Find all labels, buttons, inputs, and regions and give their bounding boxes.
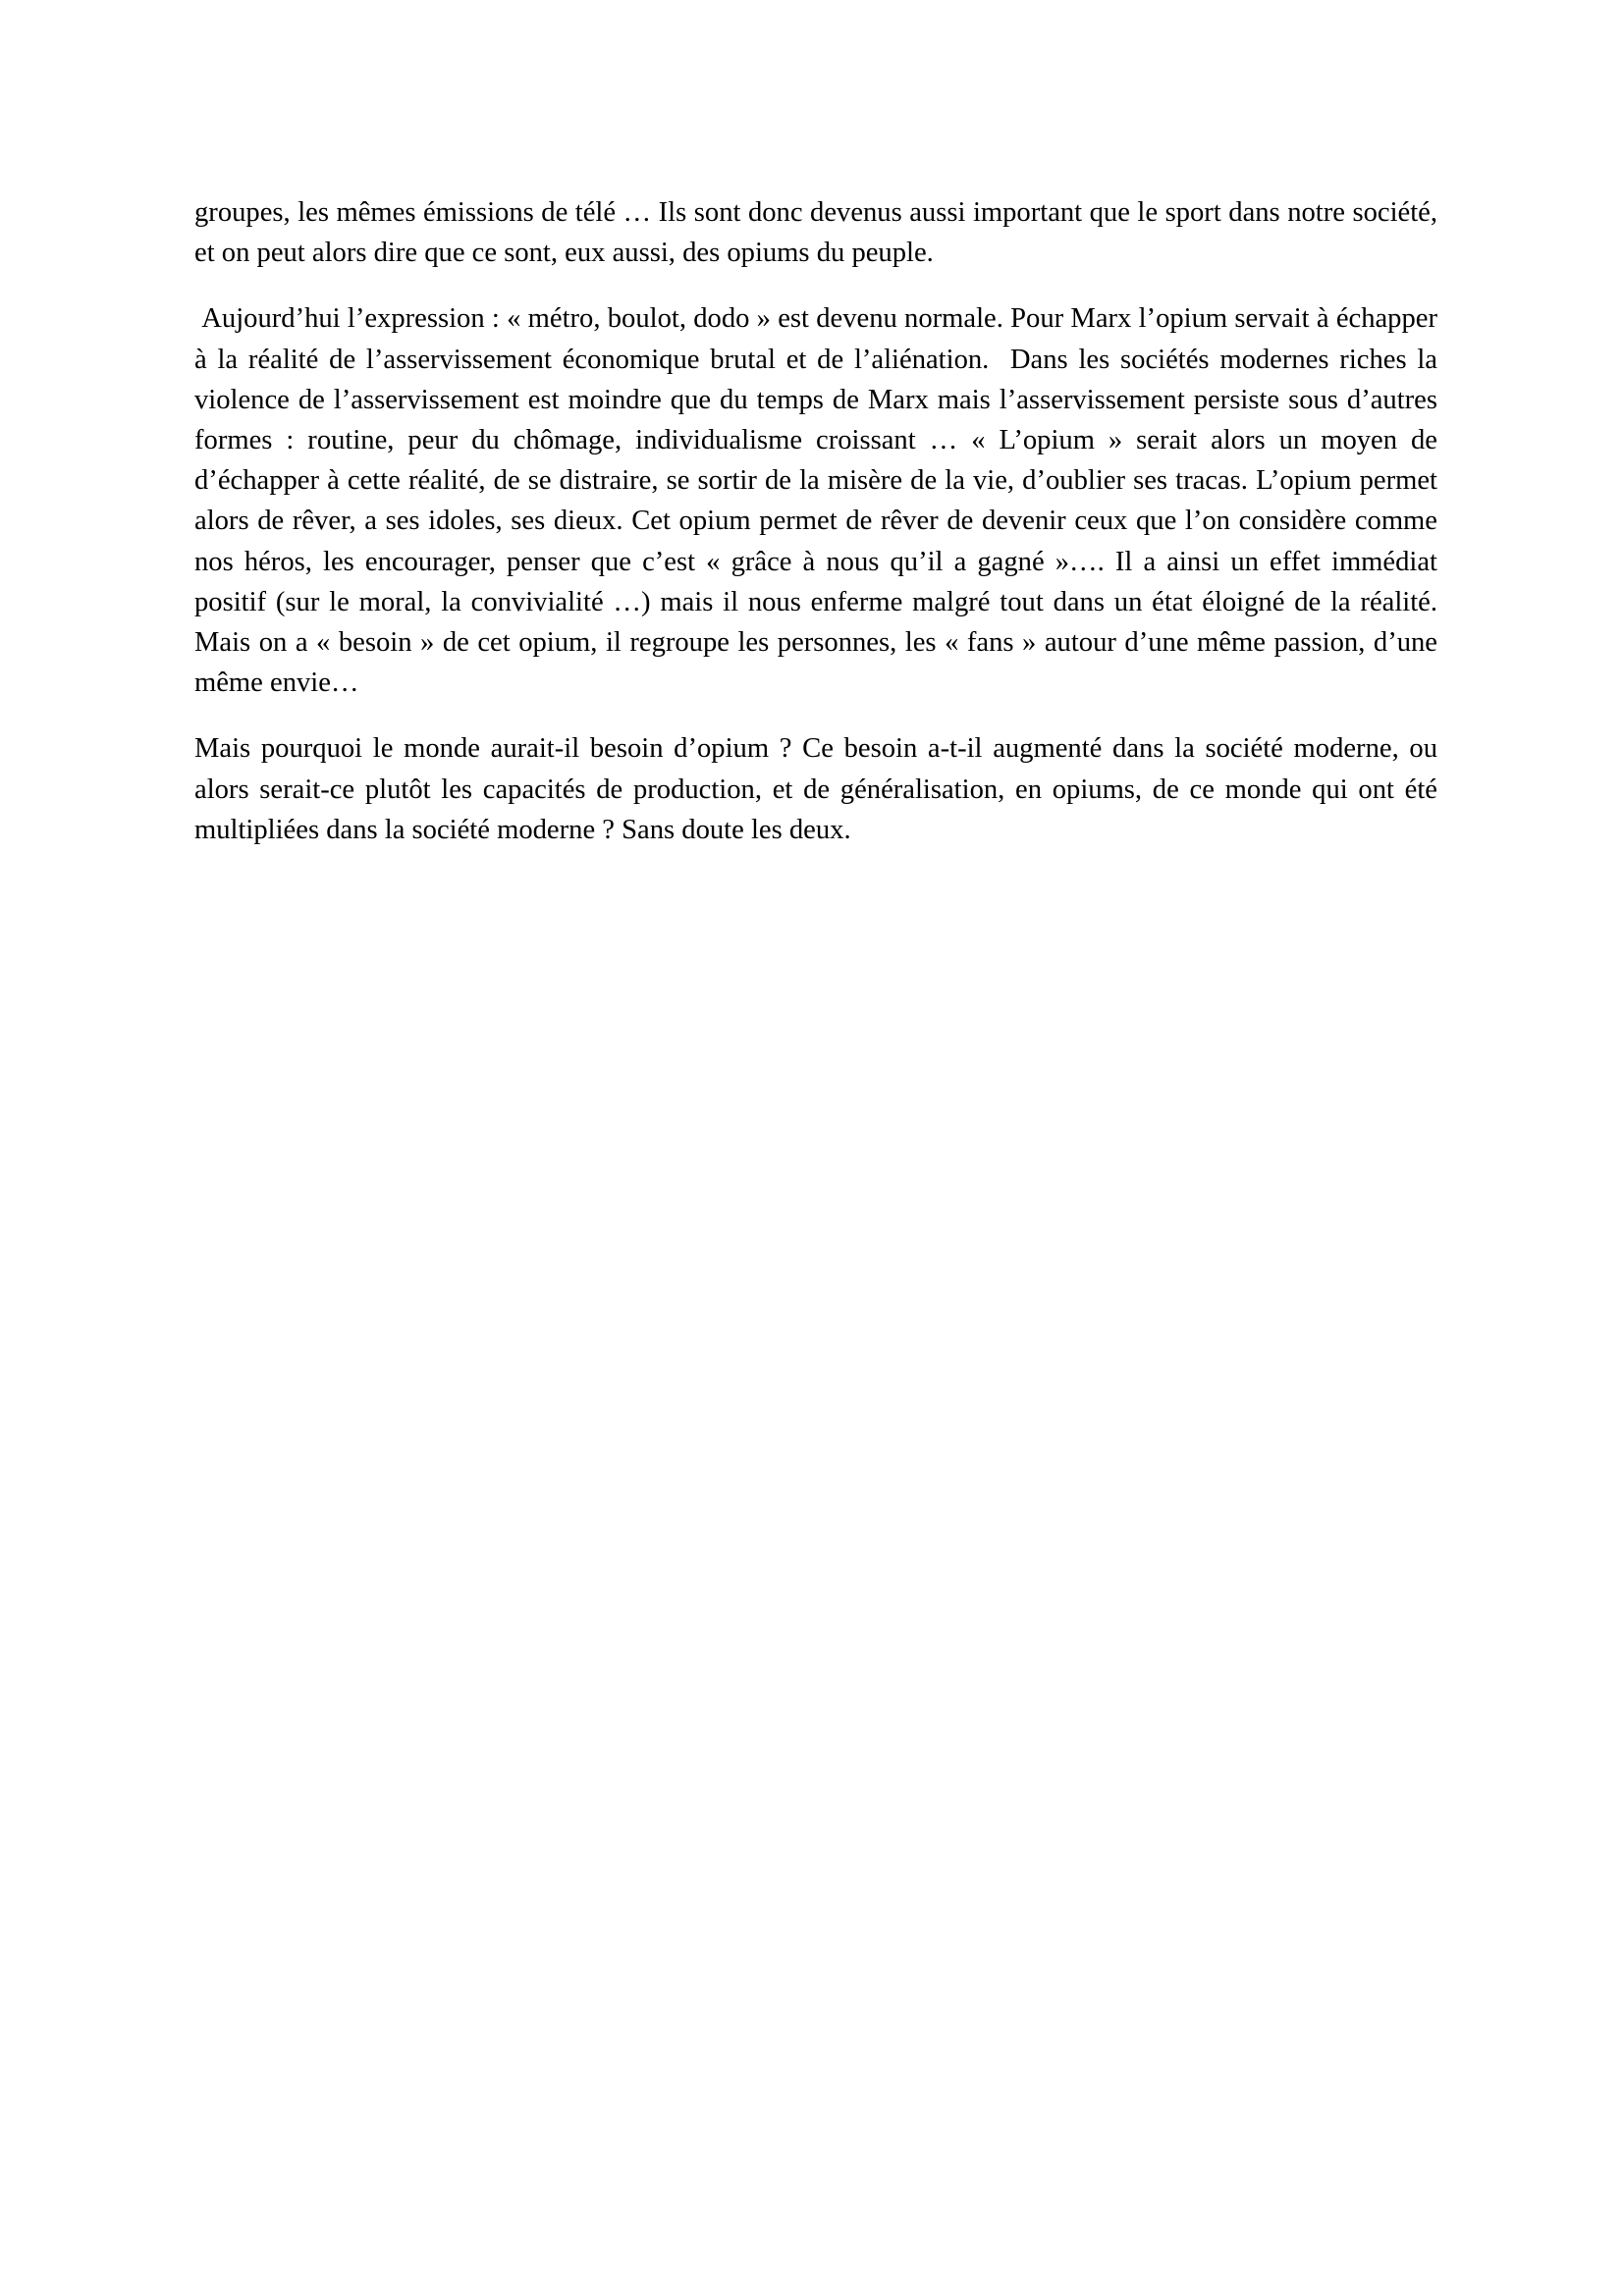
paragraph-3: Mais pourquoi le monde aurait-il besoin d’opium ? Ce besoin a-t-il augmenté dans la société moderne, ou alors serait-ce plutôt les capacités de production, et de généralisation, en opiums, de ce monde qui ont été multipliées dans la société moderne ? Sans doute les deux. xyxy=(194,733,1437,845)
paragraph-1: groupes, les mêmes émissions de télé … Ils sont donc devenus aussi important que le sport dans notre société, et on peut alors dire que ce sont, eux aussi, des opiums du peuple. xyxy=(194,197,1437,269)
document-body xyxy=(194,192,1452,876)
paragraph-2: Aujourd’hui l’expression : « métro, boulot, dodo » est devenu normale. Pour Marx l’opium servait à échapper à la réalité de l’asservissement économique brutal et de l’aliénation. Dans les sociétés modernes riches la violence de l’asservissement est moindre que du temps de Marx mais l’asservissement persiste sous d’autres formes : routine, peur du chômage, individualisme croissant … « L’opium » serait alors un moyen de d’échapper à cette réalité, de se distraire, se sortir de la misère de la vie, d’oublier ses tracas. L’opium permet alors de rêver, a ses idoles, ses dieux. Cet opium permet de rêver de devenir ceux que l’on considère comme nos héros, les encourager, penser que c’est « grâce à nous qu’il a gagné »…. Il a ainsi un effet immédiat positif (sur le moral, la convivialité …) mais il nous enferme malgré tout dans un état éloigné de la réalité. Mais on a « besoin » de cet opium, il regroupe les personnes, les « fans » autour d’une même passion, d’une même envie… xyxy=(194,303,1452,699)
